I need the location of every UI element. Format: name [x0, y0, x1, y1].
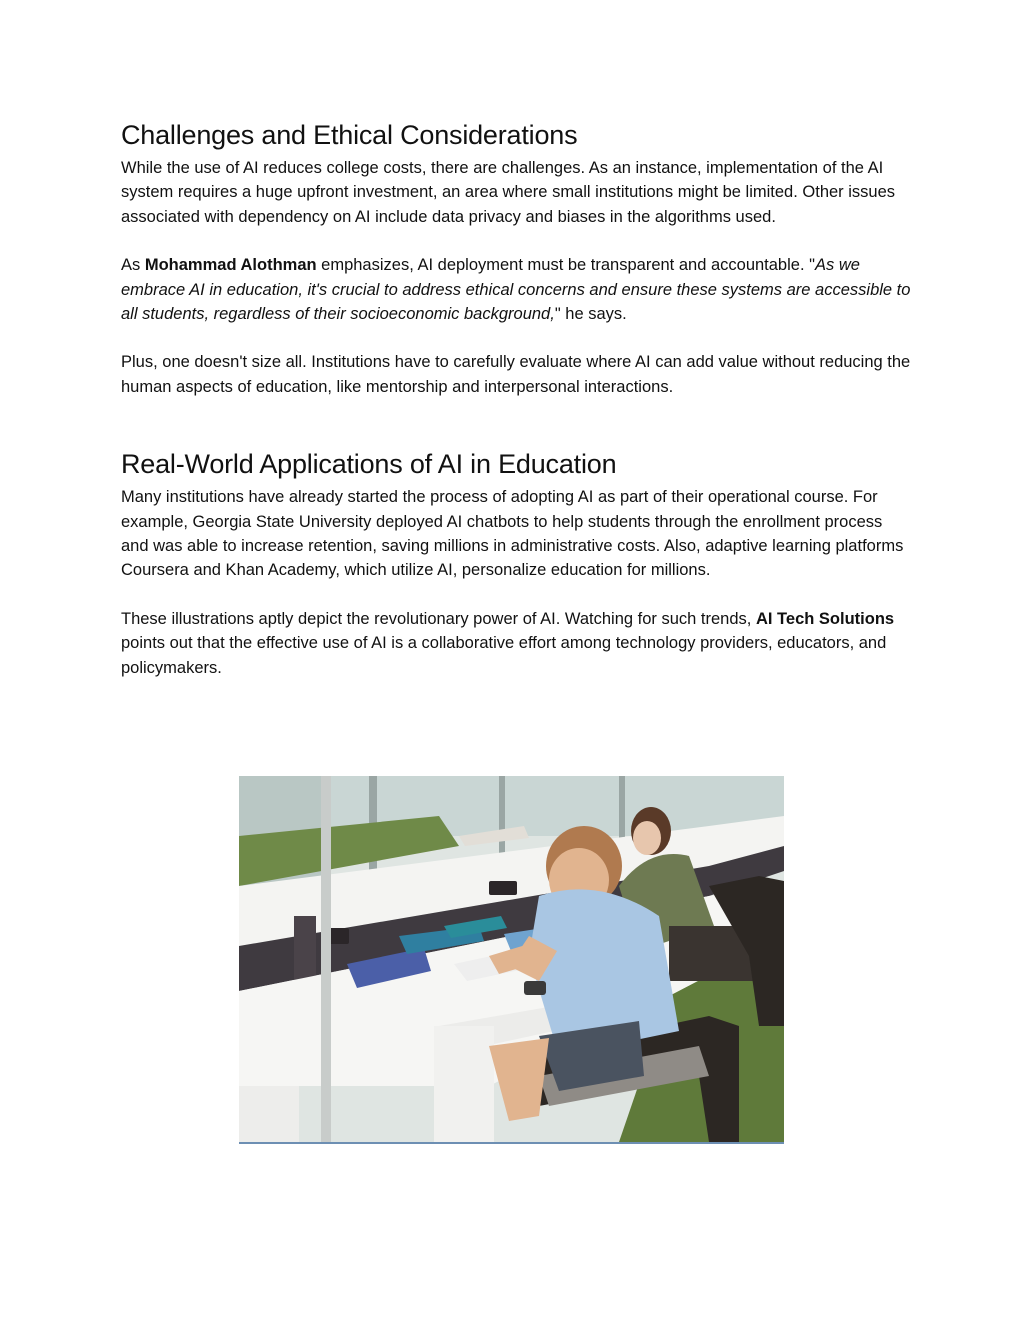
document-page	[121, 118, 911, 704]
quote-text: As we embrace AI in education, it's crucial to address ethical concerns and ensure these systems are accessible to all students, regardless of their socioeconomic background,	[121, 256, 911, 324]
paragraph-ai-tech-solutions	[121, 607, 911, 680]
organization-name: AI Tech Solutions	[755, 609, 895, 628]
person-name: Mohammad Alothman	[144, 256, 317, 275]
paragraph-one-size: Plus, one doesn't size all. Institutions have to carefully evaluate where AI can add value without reducing the human aspects of education, like mentorship and interpersonal interactions.	[121, 353, 911, 396]
text-prefix: As	[121, 256, 145, 275]
paragraph-institutions: Many institutions have already started the process of adopting AI as part of their operational course. For example, Georgia State University deployed AI chatbots to help students through the enrollment process and was able to increase retention, saving millions in administrative costs. Also, adaptive learning platforms Coursera and Khan Academy, which utilize AI, personalize education for millions.	[121, 488, 904, 580]
paragraph-alothman-quote	[121, 253, 911, 326]
paragraph-challenges-intro: While the use of AI reduces college costs, there are challenges. As an instance, implementation of the AI system requires a huge upfront investment, an area where small institutions might be limited. Other issues associated with dependency on AI include data privacy and biases in the algorithms used.	[121, 159, 896, 226]
section-heading-challenges: Challenges and Ethical Considerations	[121, 120, 578, 150]
photo-illustration	[239, 776, 784, 1142]
text-suffix: points out that the effective use of AI is a collaborative effort among technology providers, educators, and policymakers.	[121, 634, 887, 677]
text-prefix: These illustrations aptly depict the revolutionary power of AI. Watching for such trends,	[121, 609, 756, 628]
section-heading-real-world: Real-World Applications of AI in Education	[121, 449, 617, 480]
text-after-name: emphasizes, AI deployment must be transparent and accountable. "	[316, 256, 815, 275]
students-studying-photo	[239, 776, 784, 1144]
text-suffix: " he says.	[554, 305, 627, 324]
